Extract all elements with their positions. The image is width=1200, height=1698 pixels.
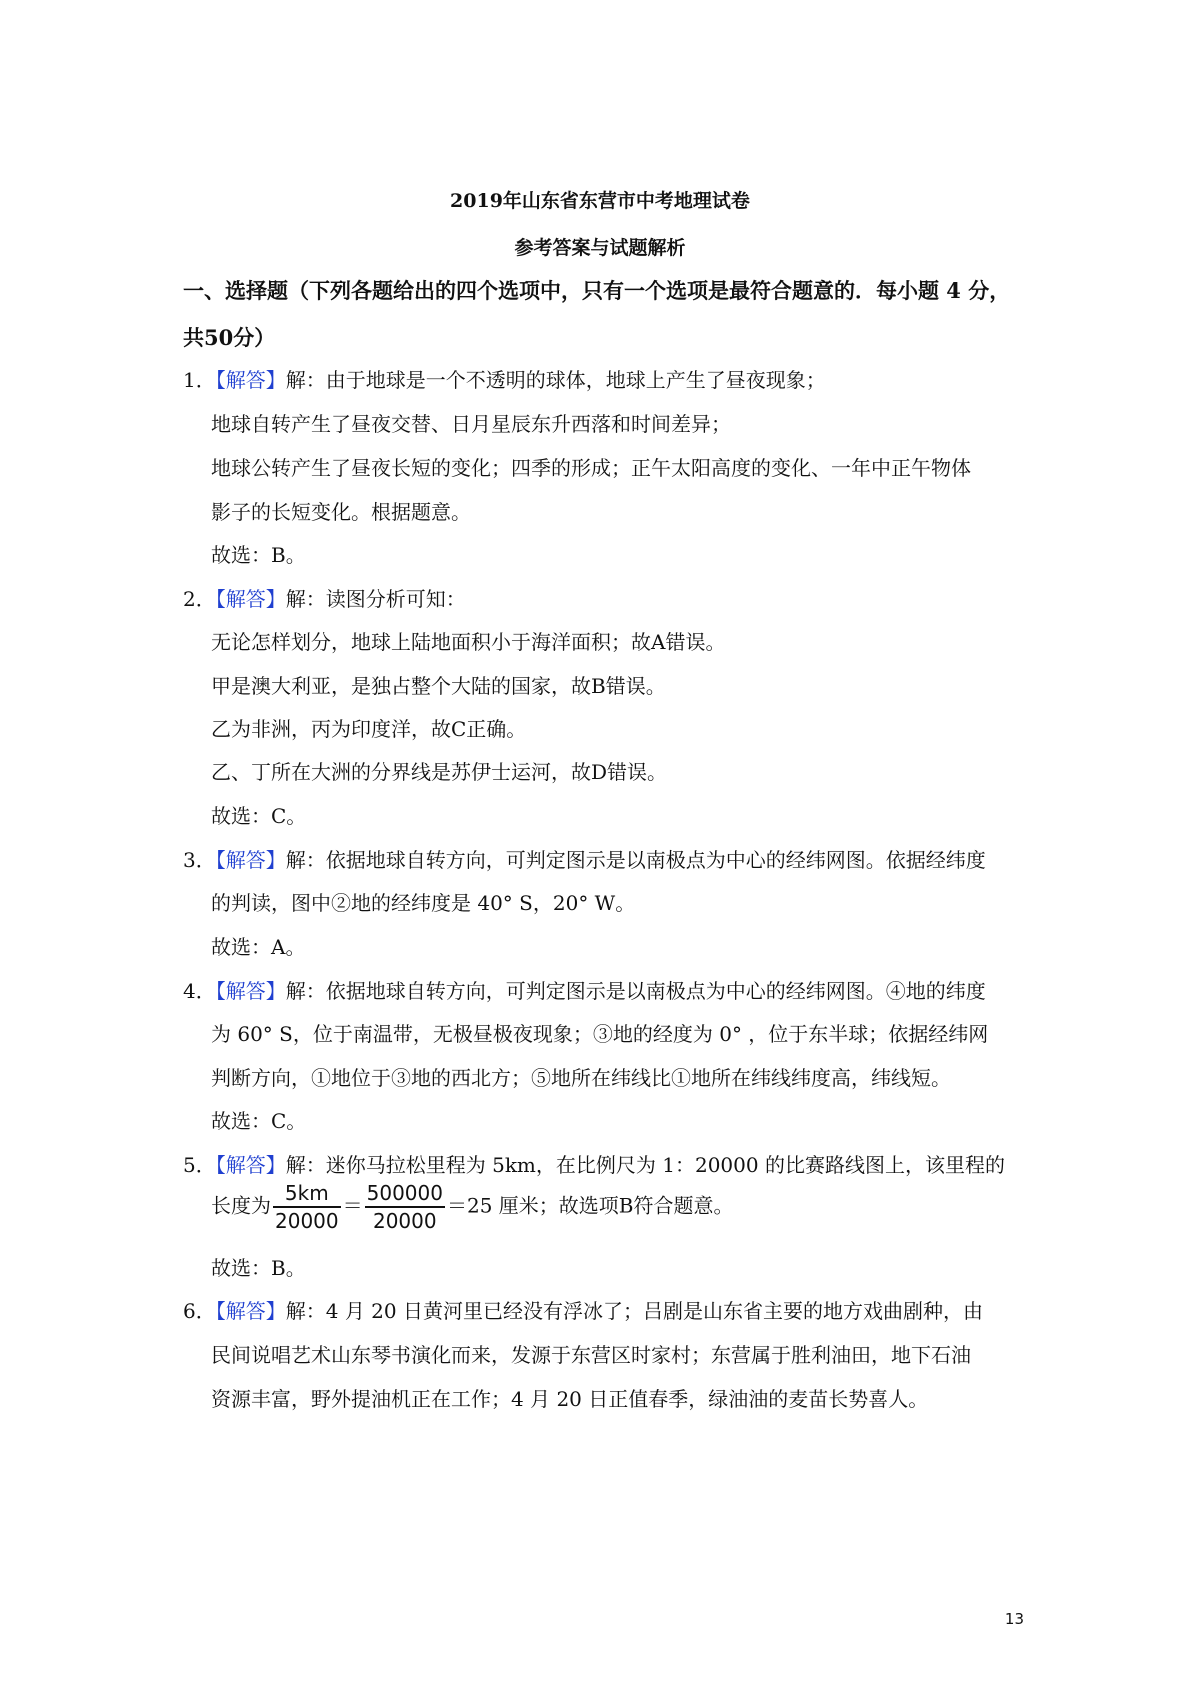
answer-tag: 【解答】 — [215, 368, 286, 392]
fraction-1-denominator: 20000 — [275, 1209, 339, 1233]
answer-tag: 【解答】 — [215, 1153, 286, 1177]
question-number: 4． — [183, 979, 216, 1003]
answer-6 — [183, 1295, 983, 1324]
question-number: 2． — [183, 587, 216, 611]
answer-text: 解：迷你马拉松里程为 5km，在比例尺为 1：20000 的比赛路线图上，该里程的 — [285, 1153, 1005, 1177]
question-number: 6． — [183, 1299, 216, 1323]
answer-1-line-2: 地球自转产生了昼夜交替、日月星辰东升西落和时间差异； — [211, 412, 731, 436]
answer-tag: 【解答】 — [215, 1299, 286, 1323]
page-number: 13 — [1004, 1610, 1024, 1628]
fraction-2-numerator: 500000 — [365, 1180, 445, 1208]
answer-3 — [183, 844, 986, 873]
answer-1-line-4: 影子的长短变化。根据题意。 — [211, 500, 471, 524]
answer-tag: 【解答】 — [215, 979, 286, 1003]
answer-6-line-2: 民间说唱艺术山东琴书演化而来，发源于东营区时家村；东营属于胜利油田，地下石油 — [211, 1343, 971, 1367]
answer-3-choice: 故选：A。 — [211, 935, 306, 959]
fraction-2-denominator: 20000 — [372, 1209, 437, 1233]
answer-text: 解：依据地球自转方向，可判定图示是以南极点为中心的经纬网图。④地的纬度 — [285, 979, 986, 1003]
fraction-2 — [365, 1180, 445, 1234]
answer-1 — [183, 364, 826, 393]
section-heading-line2: 共50分） — [183, 325, 276, 350]
answer-2-choice: 故选：C。 — [211, 804, 307, 828]
formula-suffix: ＝25 厘米；故选项B符合题意。 — [446, 1193, 734, 1218]
answer-4 — [183, 975, 986, 1004]
fraction-1 — [273, 1180, 341, 1234]
answer-tag: 【解答】 — [215, 587, 286, 611]
formula-prefix: 长度为 — [211, 1193, 271, 1218]
answer-2-line-5: 乙、丁所在大洲的分界线是苏伊士运河，故D错误。 — [211, 760, 668, 784]
question-number: 1． — [183, 368, 216, 392]
answer-4-line-2: 为 60° S，位于南温带，无极昼极夜现象；③地的经度为 0° ，位于东半球；依据经纬网 — [211, 1022, 989, 1046]
answer-4-line-3: 判断方向，①地位于③地的西北方；⑤地所在纬线比①地所在纬线纬度高，纬线短。 — [211, 1066, 951, 1090]
question-number: 5． — [183, 1153, 216, 1177]
answer-6-line-3: 资源丰富，野外提油机正在工作；4 月 20 日正值春季，绿油油的麦苗长势喜人。 — [211, 1387, 929, 1411]
answer-text: 解：4 月 20 日黄河里已经没有浮冰了；吕剧是山东省主要的地方戏曲剧种，由 — [285, 1299, 983, 1323]
answer-2 — [183, 583, 466, 612]
answer-3-line-2: 的判读，图中②地的经纬度是 40° S，20° W。 — [211, 891, 636, 915]
section-heading-line1: 一、选择题（下列各题给出的四个选项中，只有一个选项是最符合题意的．每小题 4 分， — [183, 278, 1011, 303]
answer-text: 解：由于地球是一个不透明的球体，地球上产生了昼夜现象； — [285, 368, 826, 392]
answer-2-line-2: 无论怎样划分，地球上陆地面积小于海洋面积；故A错误。 — [211, 630, 726, 654]
equals-sign: ＝ — [342, 1193, 363, 1218]
document-title: 2019年山东省东营市中考地理试卷 — [450, 190, 750, 212]
section-heading — [183, 275, 1043, 352]
answer-2-line-4: 乙为非洲，丙为印度洋，故C正确。 — [211, 717, 527, 741]
answer-2-line-3: 甲是澳大利亚，是独占整个大陆的国家，故B错误。 — [211, 674, 666, 698]
answer-tag: 【解答】 — [215, 848, 286, 872]
question-number: 3． — [183, 848, 216, 872]
answer-1-line-3: 地球公转产生了昼夜长短的变化；四季的形成；正午太阳高度的变化、一年中正午物体 — [211, 456, 971, 480]
answer-5-choice: 故选：B。 — [211, 1256, 306, 1280]
answer-text: 解：读图分析可知： — [285, 587, 466, 611]
answer-1-choice: 故选：B。 — [211, 543, 306, 567]
fraction-1-numerator: 5km — [273, 1180, 341, 1208]
answer-4-choice: 故选：C。 — [211, 1109, 307, 1133]
document-subtitle: 参考答案与试题解析 — [514, 237, 686, 259]
answer-5 — [183, 1149, 1005, 1178]
answer-text: 解：依据地球自转方向，可判定图示是以南极点为中心的经纬网图。依据经纬度 — [285, 848, 986, 872]
answer-5-formula-line — [211, 1180, 734, 1234]
